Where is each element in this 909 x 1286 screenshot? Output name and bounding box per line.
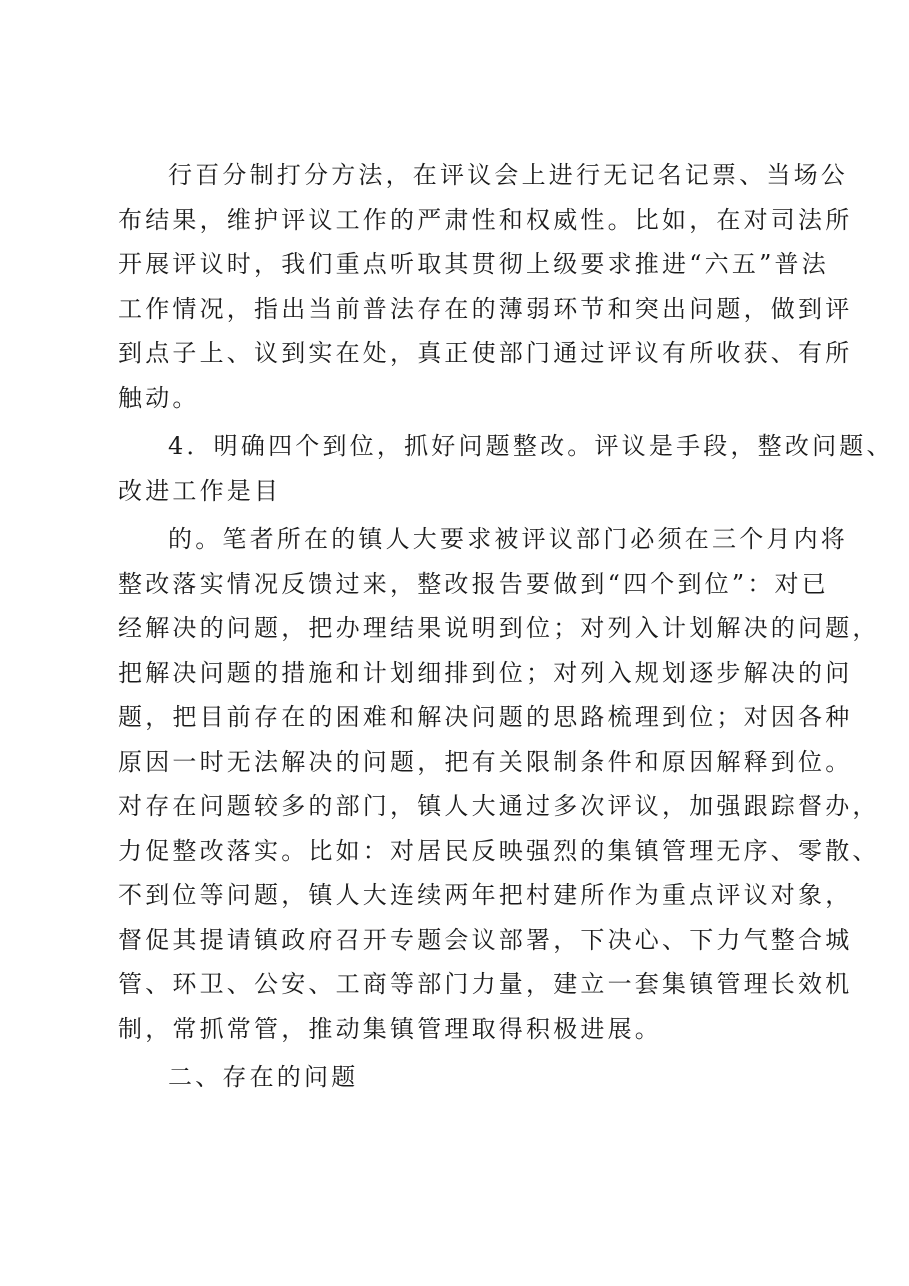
text-line: 督促其提请镇政府召开专题会议部署，下决心、下力气整合城 — [118, 925, 853, 954]
paragraph-1 — [118, 153, 853, 420]
text-line: 布结果，维护评议工作的严肃性和权威性。比如，在对司法所 — [118, 205, 853, 234]
text-line: 力促整改落实。比如：对居民反映强烈的集镇管理无序、零散、 — [118, 836, 880, 865]
section-heading — [118, 1055, 818, 1100]
text-line: 4．明确四个到位，抓好问题整改。评议是手段，整改问题、 — [168, 432, 894, 460]
text-line: 改进工作是目 — [118, 476, 282, 505]
paragraph-2 — [118, 424, 894, 513]
text-line: 对存在问题较多的部门，镇人大通过多次评议，加强跟踪督办， — [118, 792, 880, 820]
text-line: 触动。 — [118, 383, 200, 412]
text-line: 整改落实情况反馈过来，整改报告要做到“四个到位”：对已 — [118, 569, 829, 598]
text-line: 的。笔者所在的镇人大要求被评议部门必须在三个月内将 — [168, 525, 848, 553]
text-line: 制，常抓常管，推动集镇管理取得积极进展。 — [118, 1014, 662, 1043]
text-line: 管、环卫、公安、工商等部门力量，建立一套集镇管理长效机 — [118, 970, 853, 998]
text-line: 把解决问题的措施和计划细排到位；对列入规划逐步解决的问 — [118, 658, 853, 687]
document-body — [118, 153, 894, 1100]
text-line: 不到位等问题，镇人大连续两年把村建所作为重点评议对象， — [118, 881, 853, 909]
text-line: 二、存在的问题 — [168, 1063, 359, 1091]
paragraph-3 — [118, 517, 880, 1051]
text-line: 工作情况，指出当前普法存在的薄弱环节和突出问题，做到评 — [118, 294, 853, 323]
text-line: 到点子上、议到实在处，真正使部门通过评议有所收获、有所 — [118, 339, 853, 367]
text-line: 题，把目前存在的困难和解决问题的思路梳理到位；对因各种 — [118, 703, 853, 731]
text-line: 行百分制打分方法，在评议会上进行无记名记票、当场公 — [168, 161, 848, 189]
text-line: 原因一时无法解决的问题，把有关限制条件和原因解释到位。 — [118, 747, 853, 776]
text-line: 开展评议时，我们重点听取其贯彻上级要求推进“六五”普法 — [118, 250, 829, 278]
text-line: 经解决的问题，把办理结果说明到位；对列入计划解决的问题， — [118, 614, 880, 642]
